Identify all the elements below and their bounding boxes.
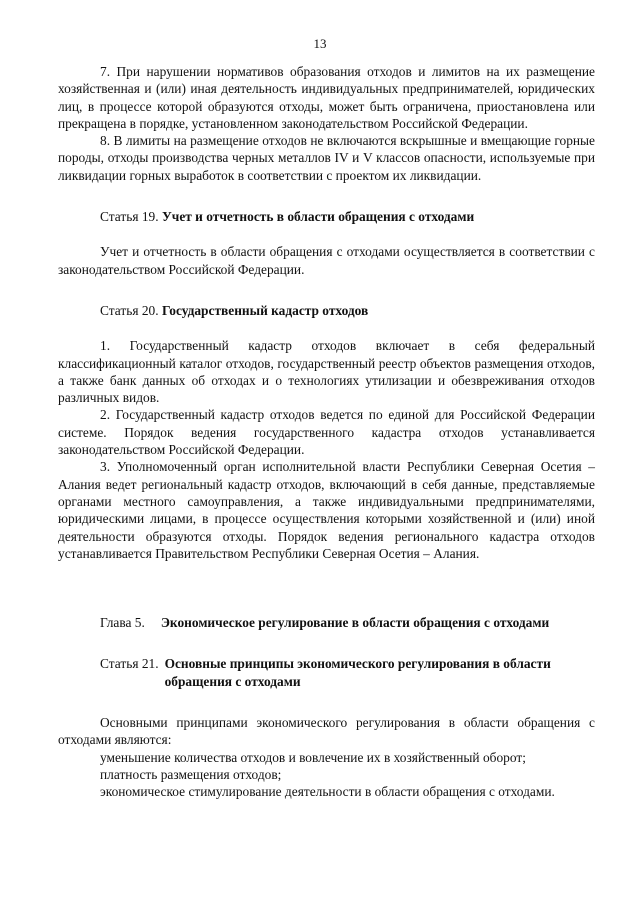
article-21-label: Статья 21. (100, 656, 159, 672)
article-20-paragraph-2: 2. Государственный кадастр отходов ведется по единой для Российской Федерации системе. Порядок ведения государственного кадастра отходов устанавливается законодательством Российской Федерации. (58, 407, 595, 458)
page-number: 13 (313, 36, 327, 51)
chapter-5-label: Глава 5. (100, 615, 145, 631)
chapter-5-title: Экономическое регулирование в области обращения с отходами (160, 615, 550, 631)
list-item: экономическое стимулирование деятельности в области обращения с отходами. (100, 784, 555, 800)
article-20-label: Статья 20. (100, 302, 159, 318)
article-20-heading (58, 302, 595, 319)
article-20-paragraph-3: 3. Уполномоченный орган исполнительной власти Республики Северная Осетия – Алания ведет региональный кадастр отходов, включающий в себя данные, представляемые органами местного самоуправления, а также индивидуальными предпринимателями, юридическими лицами, в процессе осуществления которыми хозяйственной и (или) иной деятельности образуются отходы. Порядок ведения регионального кадастра отходов устанавливается Правительством Республики Северная Осетия – Алания. (58, 459, 595, 561)
paragraph-7: 7. При нарушении нормативов образования отходов и лимитов на их размещение хозяйственная и (или) иная деятельность индивидуальных предпринимателей, юридических лиц, в процессе которой образуются отходы, может быть ограничена, приостановлена или прекращена в порядке, установленном законодательством Российской Федерации. (58, 64, 595, 131)
article-21-intro: Основными принципами экономического регулирования в области обращения с отходами являются: (58, 715, 595, 748)
list-item: платность размещения отходов; (100, 766, 282, 782)
article-19-text: Учет и отчетность в области обращения с отходами осуществляется в соответствии с законодательством Российской Федерации. (58, 244, 595, 277)
article-21-title: Основные принципы экономического регулирования в области обращения с отходами (164, 656, 551, 689)
article-20-title: Государственный кадастр отходов (161, 302, 369, 318)
article-21-list (58, 749, 595, 801)
article-19-label: Статья 19. (100, 209, 159, 225)
chapter-5-heading (100, 614, 595, 631)
list-item: уменьшение количества отходов и вовлечение их в хозяйственный оборот; (100, 749, 526, 765)
article-20-paragraph-1: 1. Государственный кадастр отходов включает в себя федеральный классификационный каталог отходов, государственный реестр объектов размещения отходов, а также банк данных об отходах и о технологиях утилизации и обезвреживания отходов различных видов. (58, 338, 595, 406)
paragraph-8: 8. В лимиты на размещение отходов не включаются вскрышные и вмещающие горные породы, отходы производства черных металлов IV и V классов опасности, используемые при ликвидации горных выработок в соответствии с проектом их ликвидации. (58, 133, 595, 183)
article-19-heading (58, 208, 595, 225)
article-19-title: Учет и отчетность в области обращения с отходами (161, 209, 475, 225)
page-content (58, 63, 595, 801)
article-21-heading (100, 655, 595, 690)
